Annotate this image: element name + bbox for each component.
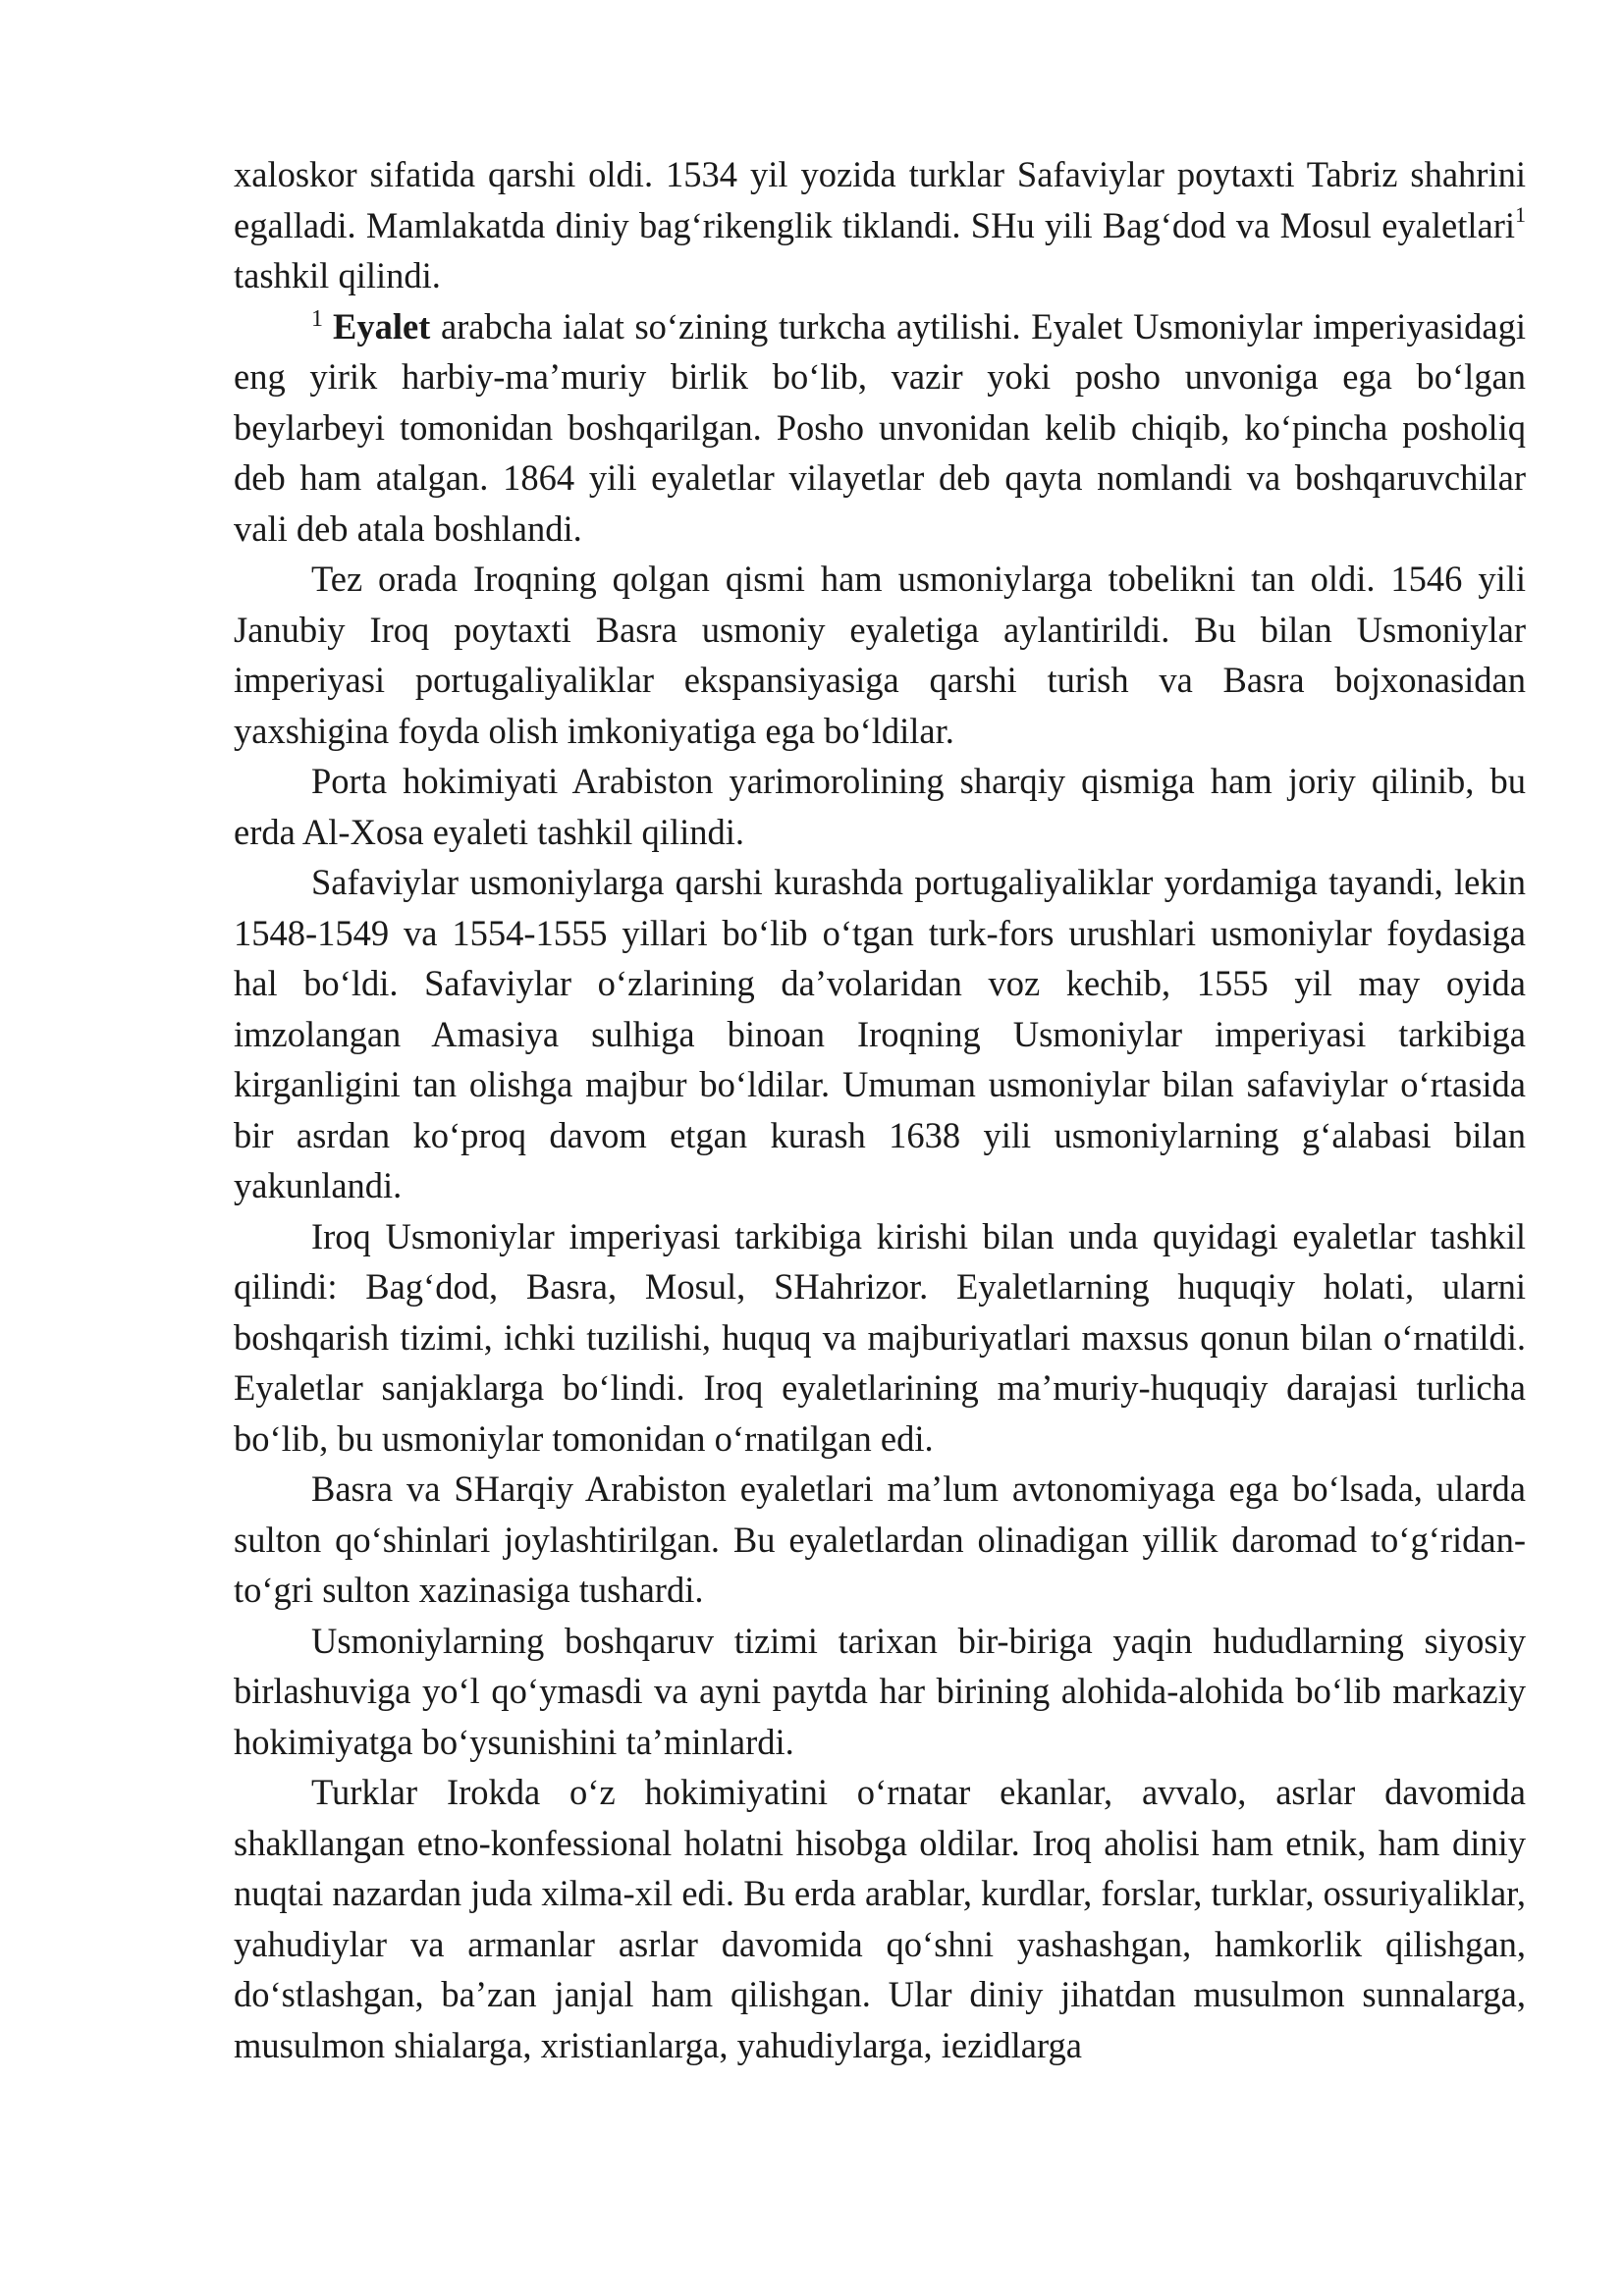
- paragraph-text: xaloskor sifatida qarshi oldi. 1534 yil yozida turklar Safaviylar poytaxti Tabriz shahrini egalladi. Mamlakatda diniy bag‘rikenglik tiklandi. SHu yili Bag‘dod va Mosul eyaletlari: [234, 154, 1526, 245]
- document-body: [234, 149, 1526, 2070]
- paragraph-text: tashkil qilindi.: [234, 255, 441, 295]
- paragraph: Porta hokimiyati Arabiston yarimorolining sharqiy qismiga ham joriy qilinib, bu erda Al-Xosa eyaleti tashkil qilindi.: [234, 761, 1526, 852]
- footnote-text: arabcha ialat so‘zining turkcha aytilishi. Eyalet Usmoniylar imperiyasidagi eng yirik harbiy-ma’muriy birlik bo‘lib, vazir yoki posho unvoniga ega bo‘lgan beylarbeyi tomonidan boshqarilgan. Posho unvonidan kelib chiqib, ko‘pincha posholiq deb ham atalgan. 1864 yili eyaletlar vilayetlar deb qayta nomlandi va boshqaruvchilar vali deb atala boshlandi.: [234, 305, 1526, 549]
- paragraph: Basra va SHarqiy Arabiston eyaletlari ma’lum avtonomiyaga ega bo‘lsada, ularda sulton qo‘shinlari joylashtirilgan. Bu eyaletlardan olinadigan yillik daromad to‘g‘ridan-to‘gri sulton xazinasiga tushardi.: [234, 1468, 1526, 1610]
- paragraph: Tez orada Iroqning qolgan qismi ham usmoniylarga tobelikni tan oldi. 1546 yili Janubiy Iroq poytaxti Basra usmoniy eyaletiga aylantirildi. Bu bilan Usmoniylar imperiyasi portugaliyaliklar ekspansiyasiga qarshi turish va Basra bojxonasidan yaxshigina foyda olish imkoniyatiga ega bo‘ldilar.: [234, 559, 1526, 751]
- footnote-reference: 1: [1515, 202, 1526, 228]
- paragraph: Turklar Irokda o‘z hokimiyatini o‘rnatar ekanlar, avvalo, asrlar davomida shakllangan etno-konfessional holatni hisobga oldilar. Iroq aholisi ham etnik, ham diniy nuqtai nazardan juda xilma-xil edi. Bu erda arablar, kurdlar, forslar, turklar, ossuriyaliklar, yahudiylar va armanlar asrlar davomida qo‘shni yashashgan, hamkorlik qilishgan, do‘stlashgan, ba’zan janjal ham qilishgan. Ular diniy jihatdan musulmon sunnalarga, musulmon shialarga, xristianlarga, yahudiylarga, iezidlarga: [234, 1772, 1526, 2065]
- footnote-term: Eyalet: [333, 305, 431, 347]
- footnote: [234, 301, 1526, 555]
- footnote-mark: 1: [311, 305, 323, 332]
- paragraph: Usmoniylarning boshqaruv tizimi tarixan bir-biriga yaqin hududlarning siyosiy birlashuviga yo‘l qo‘ymasdi va ayni paytda har birining alohida-alohida bo‘lib markaziy hokimiyatga bo‘ysunishini ta’minlardi.: [234, 1620, 1526, 1762]
- paragraph-continuation: [234, 149, 1526, 301]
- paragraph: Safaviylar usmoniylarga qarshi kurashda portugaliyaliklar yordamiga tayandi, lekin 1548-1549 va 1554-1555 yillari bo‘lib o‘tgan turk-fors urushlari usmoniylar foydasiga hal bo‘ldi. Safaviylar o‘zlarining da’volaridan voz kechib, 1555 yil may oyida imzolangan Amasiya sulhiga binoan Iroqning Usmoniylar imperiyasi tarkibiga kirganligini tan olishga majbur bo‘ldilar. Umuman usmoniylar bilan safaviylar o‘rtasida bir asrdan ko‘proq davom etgan kurash 1638 yili usmoniylarning g‘alabasi bilan yakunlandi.: [234, 862, 1526, 1205]
- paragraph: Iroq Usmoniylar imperiyasi tarkibiga kirishi bilan unda quyidagi eyaletlar tashkil qilindi: Bag‘dod, Basra, Mosul, SHahrizor. Eyaletlarning huquqiy holati, ularni boshqarish tizimi, ichki tuzilishi, huquq va majburiyatlari maxsus qonun bilan o‘rnatildi. Eyaletlar sanjaklarga bo‘lindi. Iroq eyaletlarining ma’muriy-huquqiy darajasi turlicha bo‘lib, bu usmoniylar tomonidan o‘rnatilgan edi.: [234, 1215, 1526, 1459]
